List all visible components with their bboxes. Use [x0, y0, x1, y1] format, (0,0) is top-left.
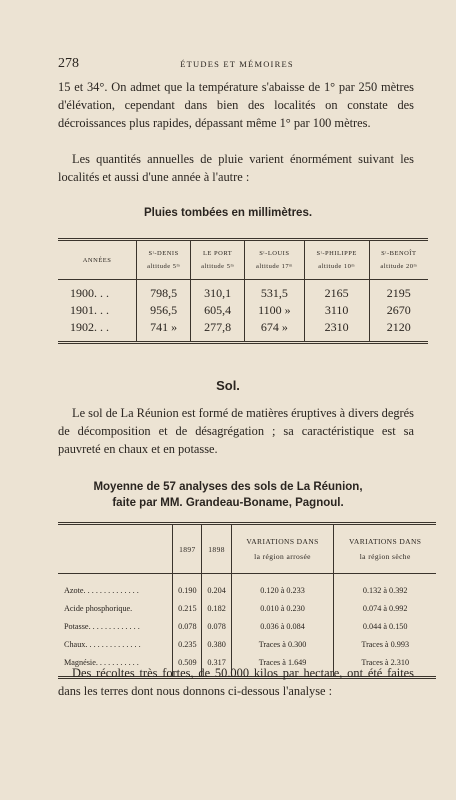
- rain-table-header-name: LE PORT: [202, 250, 233, 257]
- soil-table-row-label: Magnésie. . . . . . . . . . .: [64, 657, 139, 667]
- rain-table-body: [58, 280, 428, 343]
- rain-table-value-cell: 2670: [369, 302, 428, 319]
- paragraph-rain-intro: Les quantités annuelles de pluie varient énormément suivant les localités et aussi d'une année à l'autre :: [58, 152, 414, 184]
- rain-table-value-cell: 2120: [369, 319, 428, 343]
- rain-table-header-cell: [369, 240, 428, 280]
- rain-table-header-sub: altitude 20ᵐ: [380, 263, 418, 270]
- soil-table-value-cell: 0.509: [173, 653, 202, 678]
- rain-table: [58, 238, 428, 344]
- rain-table-header-sub: altitude 5ᵐ: [201, 263, 235, 270]
- rain-table-row-label: 1902. . .: [70, 320, 109, 334]
- table-row: [58, 617, 436, 635]
- rain-table-value-cell: 798,5: [137, 280, 191, 303]
- table-row: [58, 280, 428, 303]
- soil-table-body: [58, 574, 436, 678]
- paragraph-temperature: 15 et 34°. On admet que la température s'abaisse de 1° par 250 mètres d'élévation, cependant dans bien des localités on constate des décroissances plus rapides, dépassant même 1° par 100 mètres.: [58, 80, 414, 130]
- soil-table-value-cell: 0.235: [173, 635, 202, 653]
- soil-table-value-cell: 0.120 à 0.233: [231, 574, 334, 600]
- soil-table-header-cell: [231, 524, 334, 574]
- rain-table-header-name: Sᵗ-DENIS: [148, 250, 179, 257]
- soil-table-header-name: 1898: [208, 544, 225, 554]
- soil-table-row-label: Chaux. . . . . . . . . . . . . .: [64, 639, 141, 649]
- rain-table-header-cell: [137, 240, 191, 280]
- soil-table-value-cell: Traces à 0.300: [231, 635, 334, 653]
- soil-table-value-cell: 0.010 à 0.230: [231, 599, 334, 617]
- rain-table-header-sub: altitude 17ᵐ: [255, 263, 293, 270]
- rain-table-value-cell: 1100 »: [245, 302, 305, 319]
- page-number: 278: [58, 56, 79, 71]
- soil-table-row-label: Azote. . . . . . . . . . . . . .: [64, 585, 139, 595]
- soil-table-title-line1: Moyenne de 57 analyses des sols de La Réunion,: [93, 481, 363, 493]
- soil-table-value-cell: 0.182: [202, 599, 231, 617]
- rain-table-header-sub: altitude 5ᵐ: [147, 263, 181, 270]
- rain-table-value-cell: 674 »: [245, 319, 305, 343]
- soil-table-value-cell: 0.317: [202, 653, 231, 678]
- rain-table-value-cell: 531,5: [245, 280, 305, 303]
- rain-table-header-cell: [58, 240, 137, 280]
- soil-table-value-cell: 0.215: [173, 599, 202, 617]
- rain-table-header-cell: [191, 240, 245, 280]
- rain-table-value-cell: 956,5: [137, 302, 191, 319]
- rain-table-row-label: 1901. . .: [70, 303, 109, 317]
- rain-table-header-name: Sᵗ-LOUIS: [259, 250, 290, 257]
- soil-table-value-cell: 0.078: [173, 617, 202, 635]
- soil-table-title-line2: faite par MM. Grandeau-Boname, Pagnoul.: [112, 497, 344, 509]
- table-row: [58, 635, 436, 653]
- rain-table-value-cell: 277,8: [191, 319, 245, 343]
- rain-table-value-cell: 3110: [304, 302, 369, 319]
- table-row: [58, 599, 436, 617]
- rain-table-row-label: 1900. . .: [70, 286, 109, 300]
- soil-table-value-cell: 0.078: [202, 617, 231, 635]
- soil-table-row-label: Potasse. . . . . . . . . . . . .: [64, 621, 140, 631]
- rain-table-value-cell: 310,1: [191, 280, 245, 303]
- soil-table-value-cell: 0.044 à 0.150: [334, 617, 436, 635]
- soil-table-value-cell: 0.380: [202, 635, 231, 653]
- soil-table-title: [40, 479, 416, 511]
- table-row: [58, 302, 428, 319]
- soil-table-header-sub: la région arrosée: [254, 552, 311, 561]
- page-header: [58, 56, 416, 72]
- soil-table-value-cell: 0.074 à 0.992: [334, 599, 436, 617]
- section-title-sol: Sol.: [216, 378, 240, 393]
- soil-table-header-cell: [173, 524, 202, 574]
- paragraph-harvest: Des récoltes très fortes, de 50.000 kilos par hectare, ont été faites dans les terres dont nous donnons ci-dessous l'analyse :: [58, 666, 414, 698]
- rain-table-value-cell: 2165: [304, 280, 369, 303]
- rain-table-header-sub: altitude 10ᵐ: [318, 263, 356, 270]
- rain-table-value-cell: 2195: [369, 280, 428, 303]
- soil-table-value-cell: Traces à 1.649: [231, 653, 334, 678]
- rain-table-value-cell: 2310: [304, 319, 369, 343]
- running-title: ÉTUDES ET MÉMOIRES: [180, 59, 294, 69]
- rain-table-title: Pluies tombées en millimètres.: [143, 207, 313, 219]
- soil-table-value-cell: 0.190: [173, 574, 202, 600]
- soil-table-value-cell: Traces à 0.993: [334, 635, 436, 653]
- soil-table-header-name: VARIATIONS DANS: [246, 537, 319, 546]
- table-row: [58, 574, 436, 600]
- rain-table-header-cell: [304, 240, 369, 280]
- soil-table-row-label: Acide phosphorique.: [64, 603, 133, 613]
- soil-table-header-cell: [202, 524, 231, 574]
- soil-table-value-cell: 0.132 à 0.392: [334, 574, 436, 600]
- soil-table-header-cell: [334, 524, 436, 574]
- soil-table-value-cell: Traces à 2.310: [334, 653, 436, 678]
- rain-table-header-row: [58, 240, 428, 280]
- soil-table-value-cell: 0.036 à 0.084: [231, 617, 334, 635]
- soil-table-header-name: 1897: [179, 544, 196, 554]
- paragraph-sol: Le sol de La Réunion est formé de matières éruptives à divers degrés de décomposition et de désagrégation ; sa caractéristique est sa pauvreté en chaux et en potasse.: [58, 406, 415, 456]
- rain-table-value-cell: 605,4: [191, 302, 245, 319]
- rain-table-value-cell: 741 »: [137, 319, 191, 343]
- soil-table-value-cell: 0.204: [202, 574, 231, 600]
- soil-table-header-name: VARIATIONS DANS: [349, 537, 422, 546]
- rain-table-header-cell: [245, 240, 305, 280]
- soil-analysis-table: [58, 522, 436, 679]
- soil-table-header-sub: la région sèche: [359, 552, 411, 561]
- rain-table-header-name: Sᵗ-BENOÎT: [381, 250, 417, 257]
- rain-table-header-name: Sᵗ-PHILIPPE: [316, 250, 357, 257]
- soil-table-header-row: [58, 524, 436, 574]
- soil-table-header-cell: [58, 524, 173, 574]
- rain-table-header-name: ANNÉES: [82, 256, 112, 264]
- table-row: [58, 319, 428, 343]
